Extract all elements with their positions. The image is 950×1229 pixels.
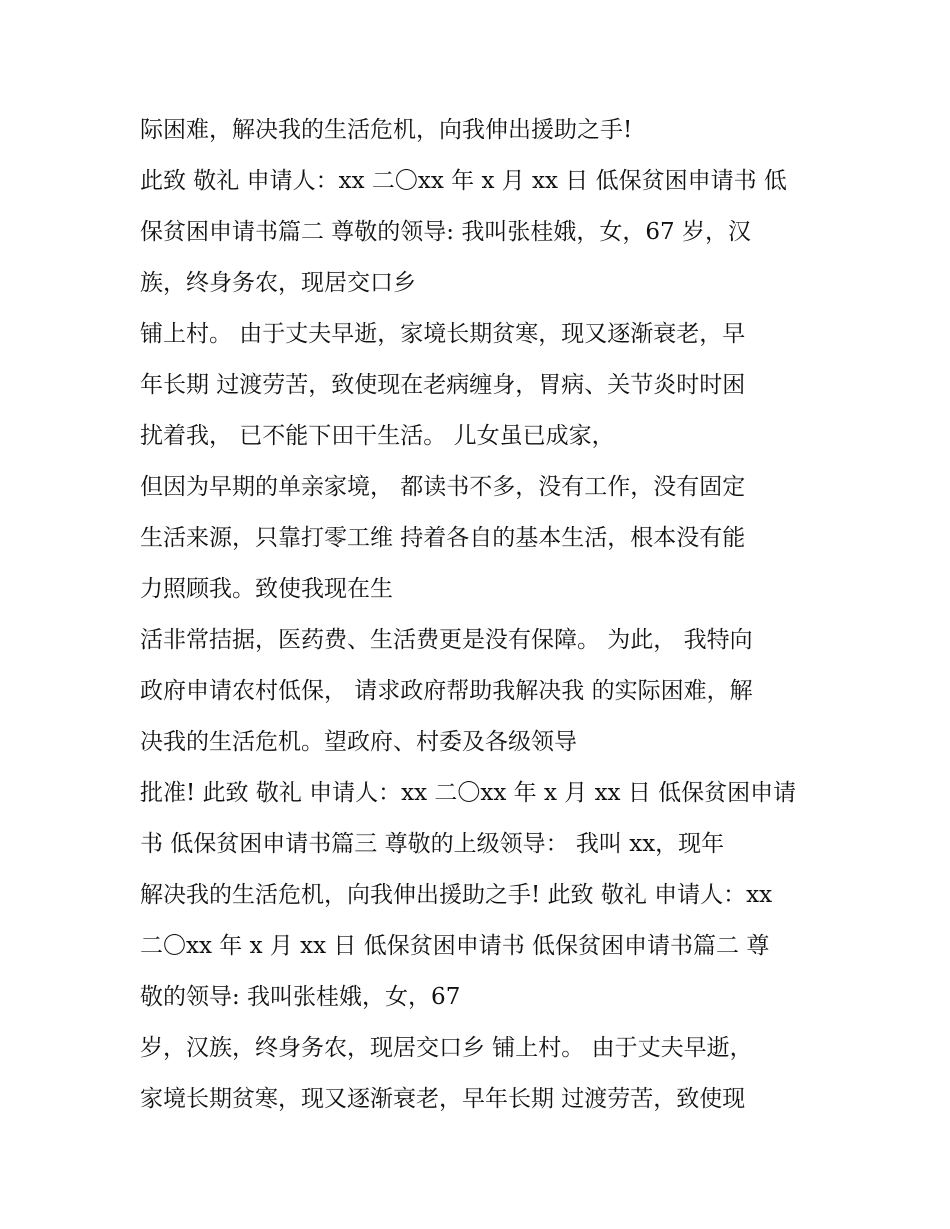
text-line-5: 铺上村。 由于丈夫早逝，家境长期贫寒，现又逐渐衰老，早	[140, 321, 746, 347]
text-line-11: 活非常拮据，医药费、生活费更是没有保障。 为此， 我特向	[140, 627, 753, 653]
text-line-10: 力照顾我。致使我现在生	[140, 576, 393, 602]
text-line-12: 政府申请农村低保， 请求政府帮助我解决我 的实际困难，解	[140, 678, 753, 704]
text-line-3: 保贫困申请书篇二 尊敬的领导: 我叫张桂娥，女，67 岁，汉	[140, 219, 751, 245]
text-line-8: 但因为早期的单亲家境， 都读书不多，没有工作，没有固定	[140, 474, 746, 500]
text-line-7: 扰着我， 已不能下田干生活。 儿女虽已成家，	[140, 423, 615, 449]
text-line-2: 此致 敬礼 申请人：xx 二〇xx 年 x 月 xx 日 低保贫困申请书 低	[140, 168, 787, 194]
text-line-20: 家境长期贫寒，现又逐渐衰老，早年长期 过渡劳苦，致使现	[140, 1086, 746, 1112]
text-line-16: 解决我的生活危机，向我伸出援助之手! 此致 敬礼 申请人：xx	[140, 882, 773, 908]
text-line-14: 批准! 此致 敬礼 申请人：xx 二〇xx 年 x 月 xx 日 低保贫困申请	[140, 780, 797, 806]
text-line-4: 族，终身务农，现居交口乡	[140, 270, 416, 296]
document-body	[140, 105, 830, 1125]
text-line-1: 际困难，解决我的生活危机，向我伸出援助之手!	[140, 117, 633, 143]
text-line-18: 敬的领导: 我叫张桂娥，女，67	[140, 984, 461, 1010]
text-line-15: 书 低保贫困申请书篇三 尊敬的上级领导： 我叫 xx，现年	[140, 831, 725, 857]
text-line-9: 生活来源，只靠打零工维 持着各自的基本生活，根本没有能	[140, 525, 746, 551]
text-line-17: 二〇xx 年 x 月 xx 日 低保贫困申请书 低保贫困申请书篇二 尊	[140, 933, 770, 959]
text-line-6: 年长期 过渡劳苦，致使现在老病缠身，胃病、关节炎时时困	[140, 372, 746, 398]
text-line-13: 决我的生活危机。望政府、村委及各级领导	[140, 729, 577, 755]
text-line-19: 岁，汉族，终身务农，现居交口乡 铺上村。 由于丈夫早逝，	[140, 1035, 753, 1061]
